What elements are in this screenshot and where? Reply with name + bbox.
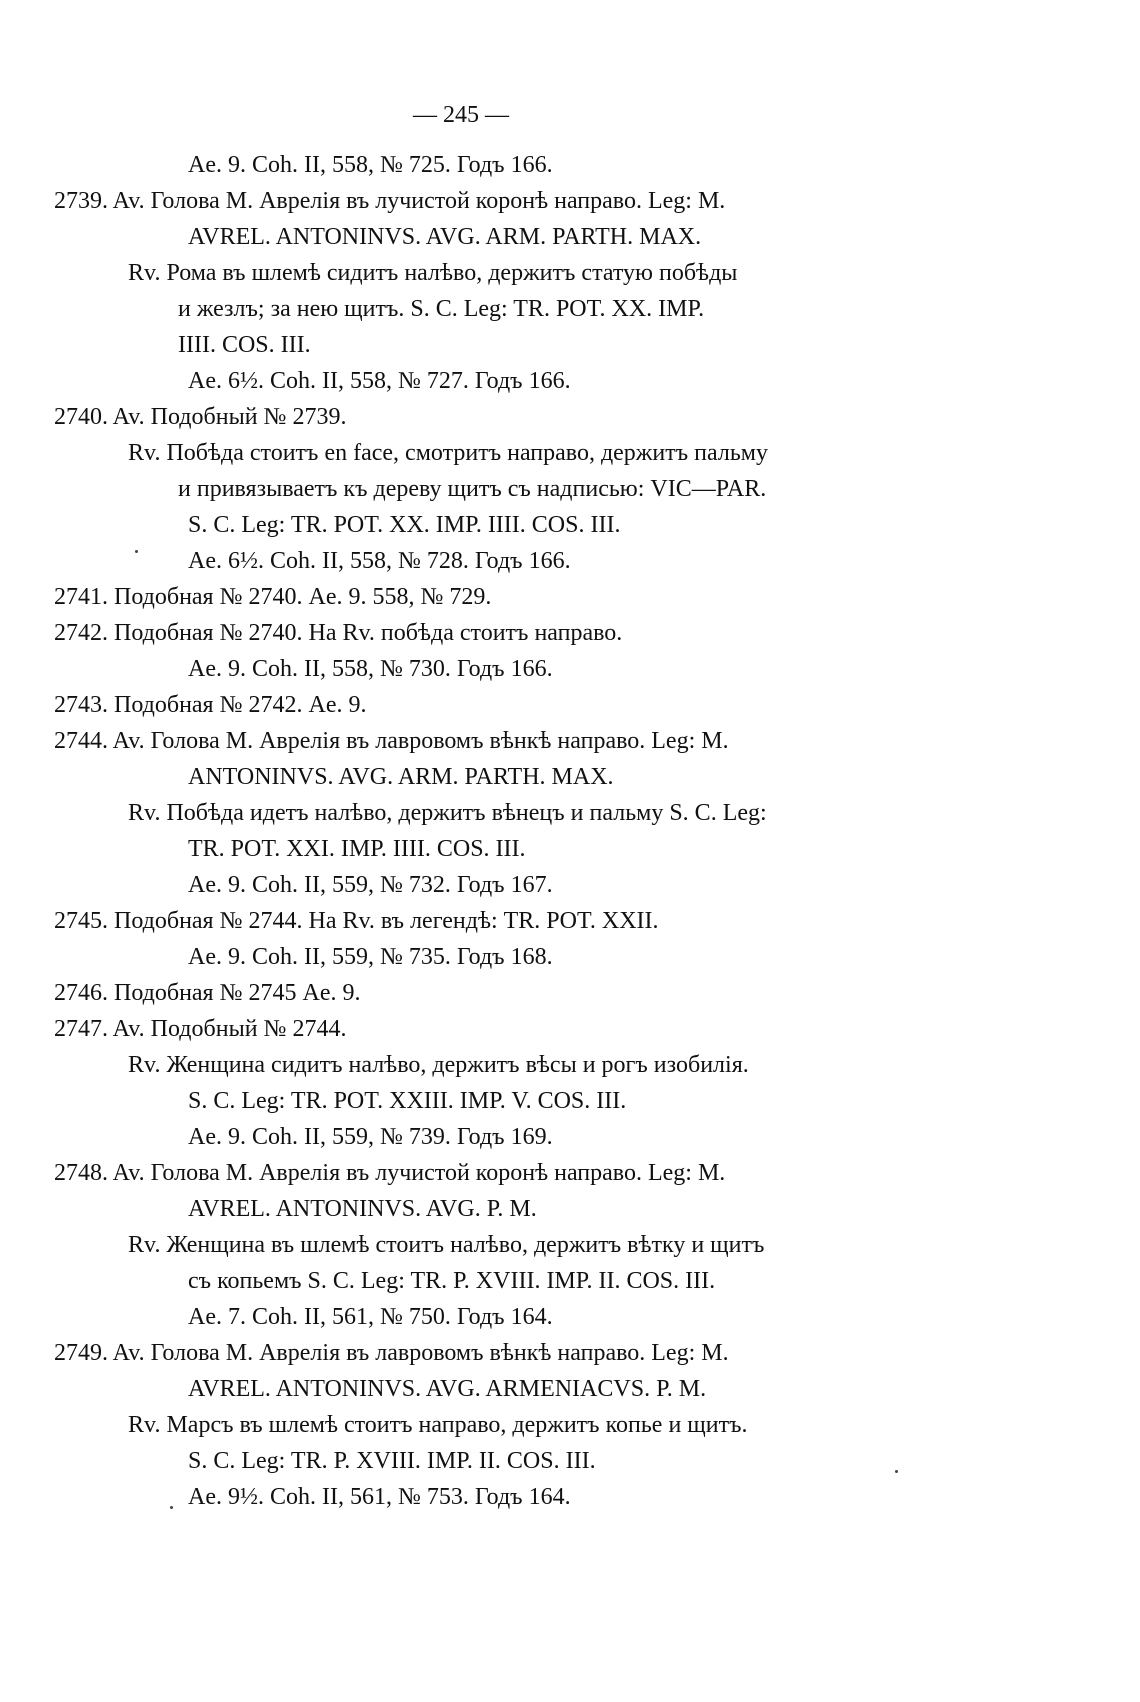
text-line: и привязываетъ къ дереву щитъ съ надписью: VIC—PAR. bbox=[178, 476, 767, 502]
text-line: IIII. COS. III. bbox=[178, 332, 311, 358]
text-line: Ae. 6½. Coh. II, 558, № 727. Годъ 166. bbox=[188, 368, 571, 394]
text-line: Rv. Рома въ шлемѣ сидитъ налѣво, держитъ статую побѣды bbox=[128, 260, 738, 286]
text-line: 2745. Подобная № 2744. На Rv. въ легендѣ: TR. POT. XXII. bbox=[54, 908, 659, 934]
text-line: 2740. Av. Подобный № 2739. bbox=[54, 404, 347, 430]
text-line: 2749. Av. Голова М. Аврелія въ лавровомъ вѣнкѣ направо. Leg: M. bbox=[54, 1340, 729, 1366]
print-speck bbox=[895, 1470, 898, 1473]
text-line: TR. POT. XXI. IMP. IIII. COS. III. bbox=[188, 836, 526, 862]
text-line: Rv. Побѣда стоитъ en face, смотритъ направо, держитъ пальму bbox=[128, 440, 768, 466]
text-line: 2739. Av. Голова М. Аврелія въ лучистой коронѣ направо. Leg: M. bbox=[54, 188, 726, 214]
text-line: AVREL. ANTONINVS. AVG. ARMENIACVS. P. M. bbox=[188, 1376, 707, 1402]
text-line: и жезлъ; за нею щитъ. S. C. Leg: TR. POT. XX. IMP. bbox=[178, 296, 705, 322]
text-line: Rv. Женщина сидитъ налѣво, держитъ вѣсы и рогъ изобилія. bbox=[128, 1052, 749, 1078]
text-line: Ae. 9. Coh. II, 558, № 725. Годъ 166. bbox=[188, 152, 553, 178]
text-line: Ae. 6½. Coh. II, 558, № 728. Годъ 166. bbox=[188, 548, 571, 574]
print-speck bbox=[170, 1506, 173, 1509]
text-line: Rv. Женщина въ шлемѣ стоитъ налѣво, держитъ вѣтку и щитъ bbox=[128, 1232, 765, 1258]
text-line: 2746. Подобная № 2745 Ae. 9. bbox=[54, 980, 361, 1006]
text-line: 2741. Подобная № 2740. Ae. 9. 558, № 729. bbox=[54, 584, 492, 610]
text-line: Ae. 7. Coh. II, 561, № 750. Годъ 164. bbox=[188, 1304, 553, 1330]
text-line: Rv. Марсъ въ шлемѣ стоитъ направо, держитъ копье и щитъ. bbox=[128, 1412, 748, 1438]
text-line: ANTONINVS. AVG. ARM. PARTH. MAX. bbox=[188, 764, 614, 790]
text-line: AVREL. ANTONINVS. AVG. ARM. PARTH. MAX. bbox=[188, 224, 702, 250]
text-line: 2747. Av. Подобный № 2744. bbox=[54, 1016, 347, 1042]
text-line: Ae. 9. Coh. II, 559, № 735. Годъ 168. bbox=[188, 944, 553, 970]
text-line: 2743. Подобная № 2742. Ae. 9. bbox=[54, 692, 367, 718]
text-line: 2742. Подобная № 2740. На Rv. побѣда стоитъ направо. bbox=[54, 620, 623, 646]
text-line: Ae. 9. Coh. II, 559, № 732. Годъ 167. bbox=[188, 872, 553, 898]
print-speck bbox=[135, 550, 138, 553]
text-line: S. C. Leg: TR. POT. XXIII. IMP. V. COS. III. bbox=[188, 1088, 627, 1114]
text-line: S. C. Leg: TR. P. XVIII. IMP. II. COS. III. bbox=[188, 1448, 596, 1474]
text-line: 2748. Av. Голова М. Аврелія въ лучистой коронѣ направо. Leg: M. bbox=[54, 1160, 726, 1186]
page-number: — 245 — bbox=[413, 102, 509, 128]
text-line: S. C. Leg: TR. POT. XX. IMP. IIII. COS. III. bbox=[188, 512, 621, 538]
text-line: Rv. Побѣда идетъ налѣво, держитъ вѣнецъ и пальму S. C. Leg: bbox=[128, 800, 767, 826]
text-line: 2744. Av. Голова М. Аврелія въ лавровомъ вѣнкѣ направо. Leg: M. bbox=[54, 728, 729, 754]
text-line: Ae. 9½. Coh. II, 561, № 753. Годъ 164. bbox=[188, 1484, 571, 1510]
text-line: AVREL. ANTONINVS. AVG. P. M. bbox=[188, 1196, 537, 1222]
text-line: съ копьемъ S. C. Leg: TR. P. XVIII. IMP. II. COS. III. bbox=[188, 1268, 716, 1294]
text-line: Ae. 9. Coh. II, 559, № 739. Годъ 169. bbox=[188, 1124, 553, 1150]
text-line: Ae. 9. Coh. II, 558, № 730. Годъ 166. bbox=[188, 656, 553, 682]
